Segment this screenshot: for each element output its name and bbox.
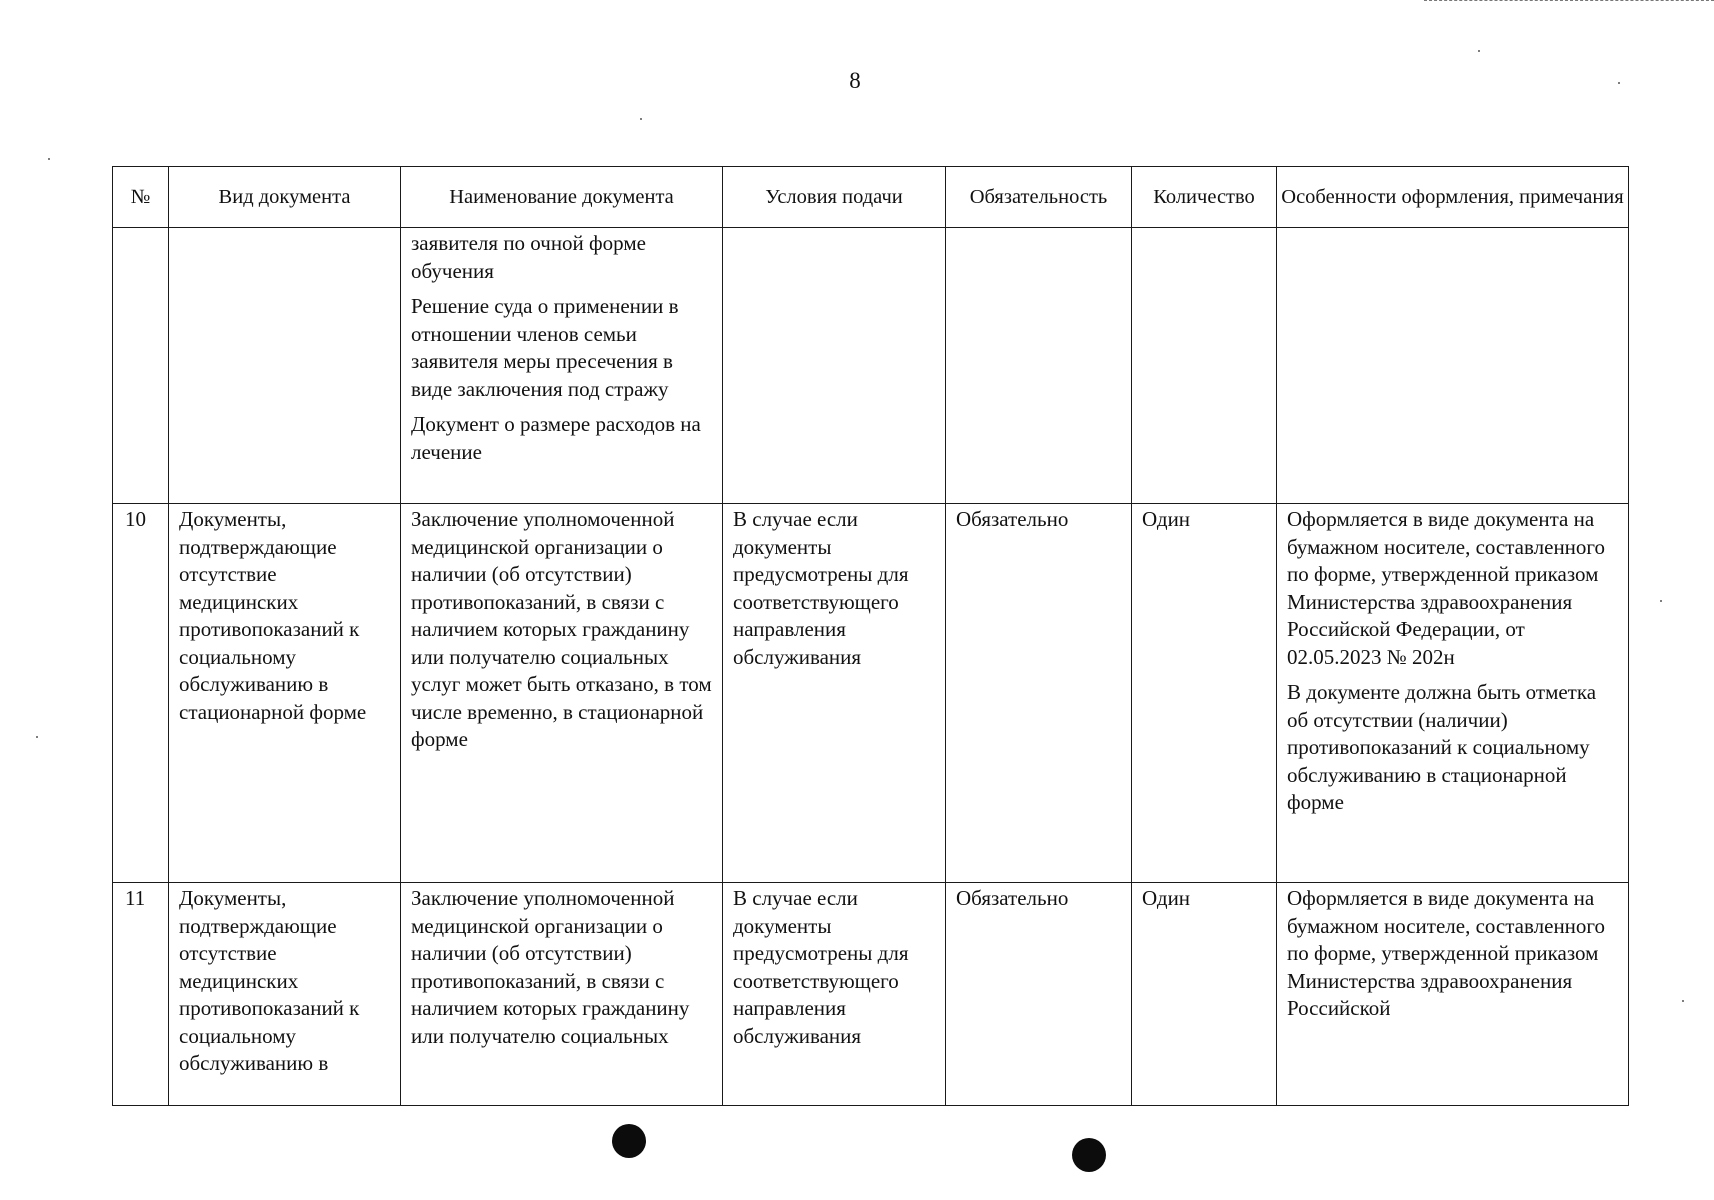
header-mandatory: Обязательность <box>946 167 1132 228</box>
documents-table <box>112 166 1629 1106</box>
cell-doc-name: Заключение уполномоченной медицинской организации о наличии (об отсутствии) противопоказаний, в связи с наличием которых гражданину или получателю социальных услуг может быть отказано, в том числе временно, в стационарной форме <box>401 504 723 883</box>
header-num: № <box>113 167 169 228</box>
table-header-row <box>113 167 1629 228</box>
cell-mandatory: Обязательно <box>946 883 1132 1106</box>
header-doc-type: Вид документа <box>169 167 401 228</box>
cell-num: 10 <box>113 504 169 883</box>
notes-paragraph: В документе должна быть отметка об отсутствии (наличии) противопоказаний к социальному обслуживанию в стационарной форме <box>1287 680 1597 814</box>
cell-doc-type <box>169 228 401 504</box>
cell-mandatory: Обязательно <box>946 504 1132 883</box>
cell-conditions: В случае если документы предусмотрены для соответствующего направления обслуживания <box>723 883 946 1106</box>
table-row-11 <box>113 883 1629 1106</box>
cell-quantity: Один <box>1132 504 1277 883</box>
binder-hole-right <box>1072 1138 1106 1172</box>
cell-quantity <box>1132 228 1277 504</box>
cell-notes <box>1277 504 1629 883</box>
scan-speck <box>1660 600 1662 602</box>
page-number: 8 <box>849 68 861 93</box>
scan-speck <box>36 736 38 738</box>
cell-doc-type: Документы, подтверждающие отсутствие медицинских противопоказаний к социальному обслуживанию в <box>169 883 401 1106</box>
scan-speck <box>1618 82 1620 84</box>
cell-notes: Оформляется в виде документа на бумажном носителе, составленного по форме, утвержденной приказом Министерства здравоохранения Российской <box>1277 883 1629 1106</box>
binder-hole-left <box>612 1124 646 1158</box>
scan-edge-mark <box>1424 0 1714 1</box>
notes-paragraph: Оформляется в виде документа на бумажном носителе, составленного по форме, утвержденной приказом Министерства здравоохранения Российской Федерации, от 02.05.2023 № 202н <box>1287 507 1606 669</box>
cell-conditions: В случае если документы предусмотрены для соответствующего направления обслуживания <box>723 504 946 883</box>
cell-doc-name: Заключение уполномоченной медицинской организации о наличии (об отсутствии) противопоказаний, в связи с наличием которых гражданину или получателю социальных <box>401 883 723 1106</box>
table-row-continuation <box>113 228 1629 504</box>
table-row-10 <box>113 504 1629 883</box>
scan-speck <box>640 118 642 120</box>
header-conditions: Условия подачи <box>723 167 946 228</box>
scan-speck <box>48 158 50 160</box>
doc-name-paragraph: Документ о размере расходов на лечение <box>411 412 701 464</box>
doc-name-paragraph: Решение суда о применении в отношении членов семьи заявителя меры пресечения в виде заключения под стражу <box>411 294 679 401</box>
cell-conditions <box>723 228 946 504</box>
cell-num: 11 <box>113 883 169 1106</box>
header-notes: Особенности оформления, примечания <box>1277 167 1629 228</box>
scan-speck <box>1478 50 1480 52</box>
header-quantity: Количество <box>1132 167 1277 228</box>
cell-doc-type: Документы, подтверждающие отсутствие медицинских противопоказаний к социальному обслуживанию в стационарной форме <box>169 504 401 883</box>
cell-quantity: Один <box>1132 883 1277 1106</box>
cell-notes <box>1277 228 1629 504</box>
cell-doc-name <box>401 228 723 504</box>
header-doc-name: Наименование документа <box>401 167 723 228</box>
scan-speck <box>1682 1000 1684 1002</box>
doc-name-paragraph: заявителя по очной форме обучения <box>411 231 646 283</box>
cell-num <box>113 228 169 504</box>
cell-mandatory <box>946 228 1132 504</box>
